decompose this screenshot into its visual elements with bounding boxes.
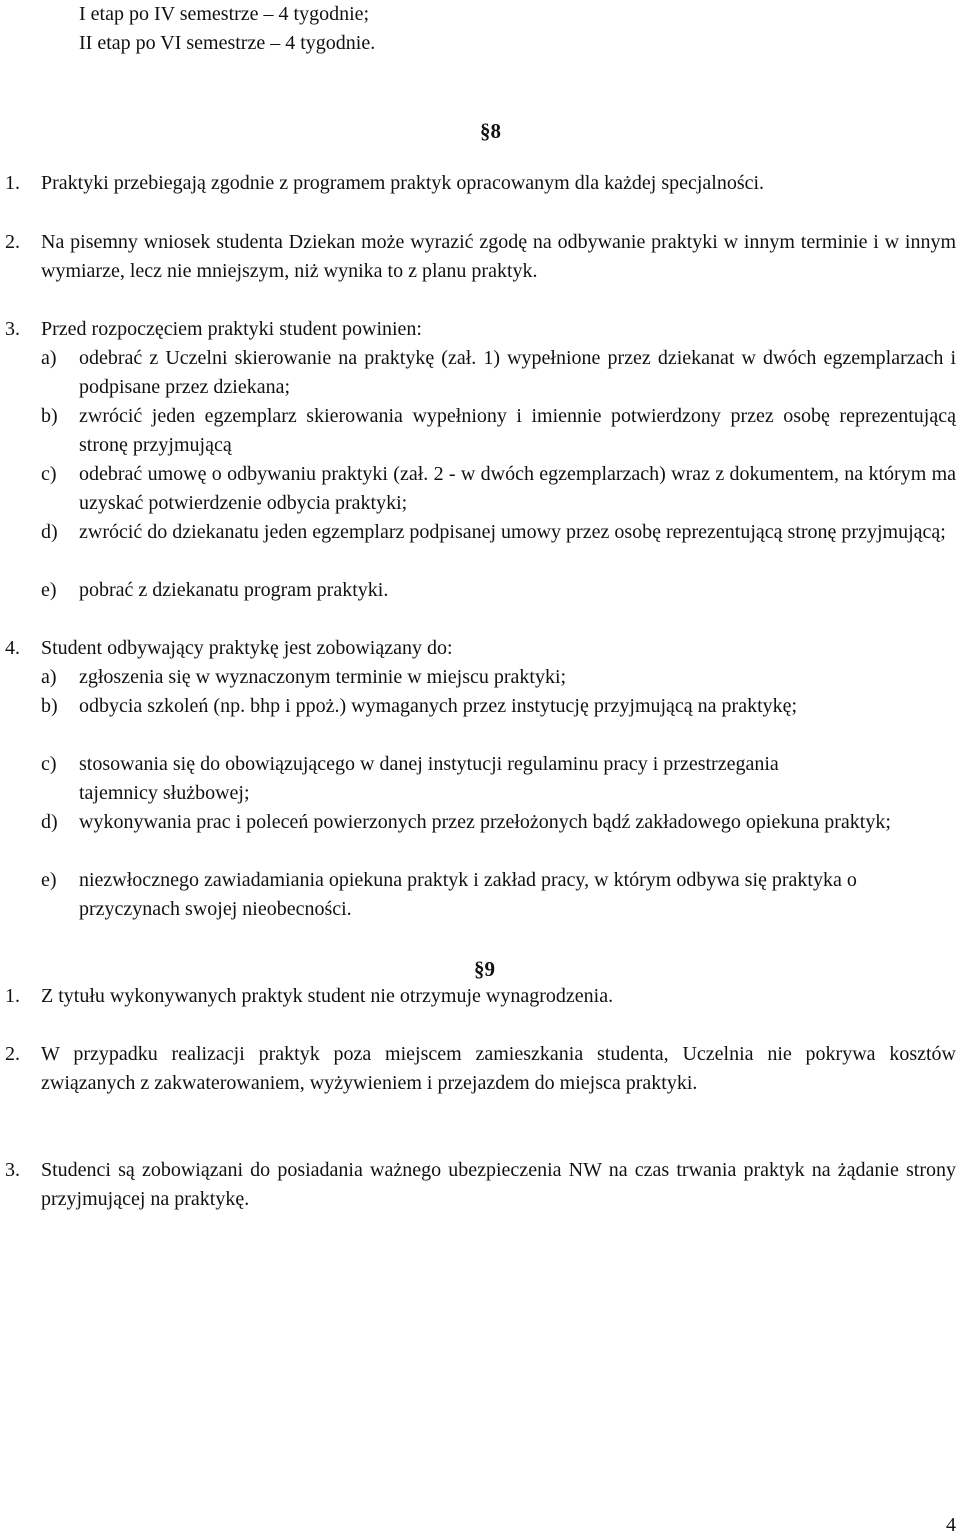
s8-p4-item-a-letter: a) (41, 666, 57, 688)
s9-p1-number: 1. (5, 985, 20, 1007)
s8-p4-item-b-letter: b) (41, 695, 58, 717)
s8-p3-item-c (41, 460, 956, 518)
s9-p2-number: 2. (5, 1043, 20, 1065)
s8-p4-item-a-text: zgłoszenia się w wyznaczonym terminie w miejscu praktyki; (79, 666, 567, 688)
s8-p4-item-c (41, 750, 820, 808)
s8-p4-item-e (41, 866, 954, 924)
s8-p3-item-d (41, 518, 956, 547)
s8-p4-item-d (41, 808, 920, 837)
s8-p3-item-e-letter: e) (41, 579, 57, 601)
s8-p4-item-c-letter: c) (41, 753, 57, 775)
s8-p1-number: 1. (5, 172, 20, 194)
s8-p4-item-c-text: stosowania się do obowiązującego w danej instytucji regulaminu pracy i przestrzegania tajemnicy służbowej; (79, 753, 779, 804)
s8-p3-item-a-text: odebrać z Uczelni skierowanie na praktykę (zał. 1) wypełnione przez dziekanat w dwóch egzemplarzach i podpisane przez dziekana; (79, 347, 956, 398)
s8-p3-item-b-text: zwrócić jeden egzemplarz skierowania wypełniony i imiennie potwierdzony przez osobę reprezentującą stronę przyjmującą (79, 405, 956, 456)
section-8-heading: §8 (480, 119, 501, 143)
intro-lines (79, 0, 375, 58)
s8-p3-item-b (41, 402, 956, 460)
intro-line-1: I etap po IV semestrze – 4 tygodnie; (79, 3, 370, 25)
s8-p3-item-d-letter: d) (41, 521, 58, 543)
s8-p3-lead: Przed rozpoczęciem praktyki student powinien: (41, 318, 422, 340)
section-9-heading: §9 (474, 957, 495, 981)
s9-p2-text: W przypadku realizacji praktyk poza miejscem zamieszkania studenta, Uczelnia nie pokrywa kosztów związanych z zakwaterowaniem, wyżywieniem i przejazdem do miejsca praktyki. (41, 1043, 956, 1094)
s8-p3-number: 3. (5, 318, 20, 340)
s8-p3-item-c-letter: c) (41, 463, 57, 485)
s8-p4-item-b-text: odbycia szkoleń (np. bhp i ppoż.) wymaganych przez instytucję przyjmującą na praktykę; (79, 695, 798, 717)
s8-p1-text: Praktyki przebiegają zgodnie z programem praktyk opracowanym dla każdej specjalności. (41, 172, 765, 194)
s9-p3-text: Studenci są zobowiązani do posiadania ważnego ubezpieczenia NW na czas trwania praktyk na żądanie strony przyjmującej na praktykę. (41, 1159, 956, 1210)
s8-p3-item-a (41, 344, 956, 402)
s8-p4-item-e-text: niezwłocznego zawiadamiania opiekuna praktyk i zakład pracy, w którym odbywa się praktyka o przyczynach swojej nieobecności. (79, 869, 857, 920)
s8-p3-item-e-text: pobrać z dziekanatu program praktyki. (79, 579, 389, 601)
s8-p3-item-b-letter: b) (41, 405, 58, 427)
s8-p2-text: Na pisemny wniosek studenta Dziekan może wyrazić zgodę na odbywanie praktyki w innym terminie i w innym wymiarze, lecz nie mniejszym, niż wynika to z planu praktyk. (41, 231, 956, 282)
s8-p4-lead: Student odbywający praktykę jest zobowiązany do: (41, 637, 453, 659)
s8-p4-item-e-letter: e) (41, 869, 57, 891)
s8-p4-number: 4. (5, 637, 20, 659)
s8-p3-item-d-text: zwrócić do dziekanatu jeden egzemplarz podpisanej umowy przez osobę reprezentującą stronę przyjmującą; (79, 521, 946, 543)
s9-p1-text: Z tytułu wykonywanych praktyk student nie otrzymuje wynagrodzenia. (41, 985, 614, 1007)
s8-p4-item-a (41, 663, 956, 692)
s9-p3-number: 3. (5, 1159, 20, 1181)
s8-p3-item-e (41, 576, 956, 605)
s8-p4-item-d-text: wykonywania prac i poleceń powierzonych przez przełożonych bądź zakładowego opiekuna praktyk; (79, 811, 891, 833)
s8-p3-item-c-text: odebrać umowę o odbywaniu praktyki (zał. 2 - w dwóch egzemplarzach) wraz z dokumentem, na którym ma uzyskać potwierdzenie odbycia praktyki; (79, 463, 956, 514)
s8-p4-item-b (41, 692, 890, 721)
intro-line-2: II etap po VI semestrze – 4 tygodnie. (79, 32, 376, 54)
s8-p2-number: 2. (5, 231, 20, 253)
page-number: 4 (946, 1514, 956, 1536)
s8-p3-item-a-letter: a) (41, 347, 57, 369)
s8-p4-item-d-letter: d) (41, 811, 58, 833)
